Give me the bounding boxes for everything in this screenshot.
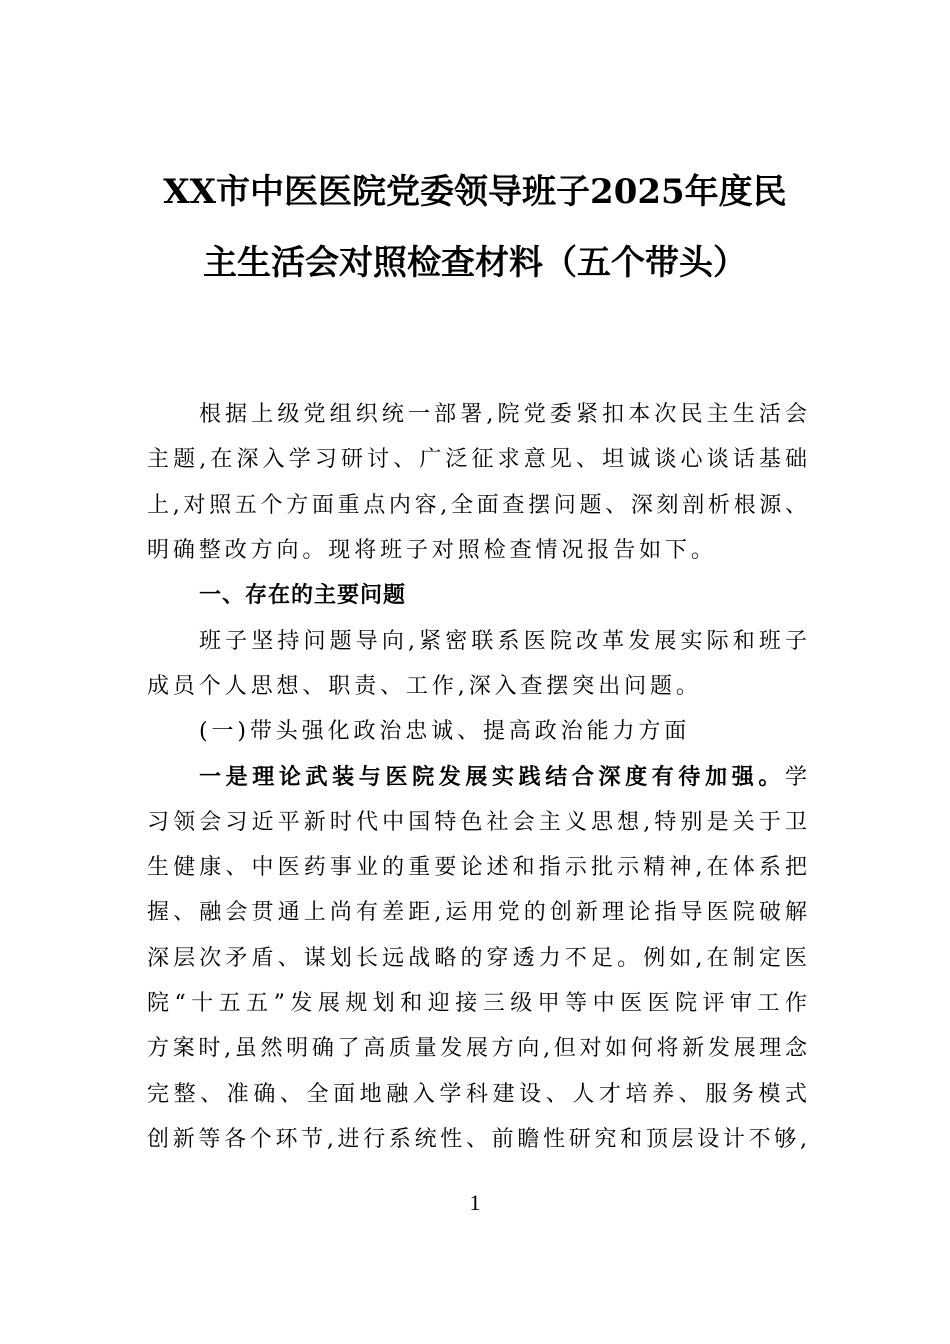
body-text-line xyxy=(199,762,812,792)
body-text-span: 学 xyxy=(784,765,812,791)
body-text-line: 方案时,虽然明确了高质量发展方向,但对如何将新发展理念 xyxy=(147,1036,811,1062)
body-text-line: 习领会习近平新时代中国特色社会主义思想,特别是关于卫 xyxy=(147,809,812,835)
body-text-line: (一)带头强化政治忠诚、提高政治能力方面 xyxy=(199,719,691,745)
body-text-line: 生健康、中医药事业的重要论述和指示批示精神,在体系把 xyxy=(147,855,812,880)
body-text-line: 明确整改方向。现将班子对照检查情况报告如下。 xyxy=(147,537,717,563)
body-text-line: 完整、准确、全面地融入学科建设、人才培养、服务模式 xyxy=(147,1081,812,1107)
body-text-line: 主题,在深入学习研讨、广泛征求意见、坦诚谈心谈话基础 xyxy=(147,447,812,473)
page-number: 1 xyxy=(469,1190,481,1215)
body-text-line: 成员个人思想、职责、工作,深入查摆突出问题。 xyxy=(147,673,702,699)
document-title-line-2: 主生活会对照检查材料（五个带头） xyxy=(203,243,747,283)
body-text-line: 班子坚持问题导向,紧密联系医院改革发展实际和班子 xyxy=(199,628,812,654)
body-text-line: 根据上级党组织统一部署,院党委紧扣本次民主生活会 xyxy=(199,402,812,427)
body-text-line: 深层次矛盾、谋划长远战略的穿透力不足。例如,在制定医 xyxy=(147,945,812,971)
body-text-line: 创新等各个环节,进行系统性、前瞻性研究和顶层设计不够, xyxy=(147,1126,811,1152)
section-heading: 一、存在的主要问题 xyxy=(199,583,407,609)
body-text-line: 院“十五五”发展规划和迎接三级甲等中医医院评审工作 xyxy=(147,990,813,1016)
body-text-line: 握、融会贯通上尚有差距,运用党的创新理论指导医院破解 xyxy=(147,900,812,926)
bold-lead-sentence: 一是理论武装与医院发展实践结合深度有待加强。 xyxy=(199,764,785,791)
body-text-line: 上,对照五个方面重点内容,全面查摆问题、深刻剖析根源、 xyxy=(147,492,811,518)
document-title-line-1: XX市中医医院党委领导班子2025年度民 xyxy=(163,172,787,212)
